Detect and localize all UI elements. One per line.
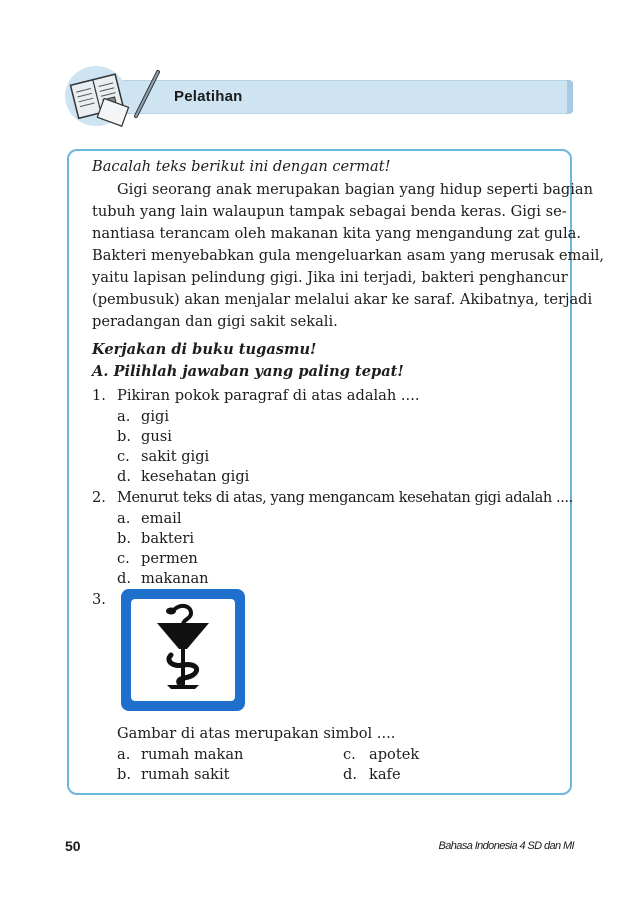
passage-line: Bakteri menyebabkan gula mengeluarkan asam yang merusak email, bbox=[92, 247, 605, 264]
book-title: Bahasa Indonesia 4 SD dan MI bbox=[438, 840, 574, 852]
question-text: Menurut teks di atas, yang mengancam kesehatan gigi adalah .... bbox=[117, 489, 573, 506]
pharmacy-symbol-icon bbox=[121, 589, 245, 711]
option-key: a. bbox=[117, 746, 131, 763]
option-key: a. bbox=[117, 408, 131, 425]
option-key: b. bbox=[117, 766, 131, 783]
option-text: makanan bbox=[141, 570, 209, 587]
section-title: Pelatihan bbox=[174, 88, 243, 105]
option-key: b. bbox=[117, 428, 131, 445]
option-key: d. bbox=[117, 468, 131, 485]
option-text: bakteri bbox=[141, 530, 195, 547]
option-text: kafe bbox=[369, 766, 401, 783]
option-text: rumah makan bbox=[141, 746, 244, 763]
passage-line: nantiasa terancam oleh makanan kita yang mengandung zat gula. bbox=[92, 225, 581, 242]
book-pencil-icon bbox=[62, 60, 166, 130]
question-number: 1. bbox=[92, 387, 106, 404]
option-key: d. bbox=[117, 570, 131, 587]
question-number: 2. bbox=[92, 489, 106, 506]
option-text: permen bbox=[141, 550, 198, 567]
reading-instruction: Bacalah teks berikut ini dengan cermat! bbox=[92, 158, 391, 175]
passage-line: peradangan dan gigi sakit sekali. bbox=[92, 313, 338, 330]
option-key: b. bbox=[117, 530, 131, 547]
option-key: a. bbox=[117, 510, 131, 527]
passage-line: (pembusuk) akan menjalar melalui akar ke saraf. Akibatnya, terjadi bbox=[92, 291, 593, 308]
option-key: c. bbox=[117, 448, 130, 465]
passage-line: Gigi seorang anak merupakan bagian yang hidup seperti bagian bbox=[117, 181, 594, 198]
option-text: sakit gigi bbox=[141, 448, 210, 465]
task-heading: Kerjakan di buku tugasmu! bbox=[92, 341, 317, 358]
option-text: gusi bbox=[141, 428, 172, 445]
option-text: kesehatan gigi bbox=[141, 468, 250, 485]
option-text: apotek bbox=[369, 746, 420, 763]
section-a-heading: A. Pilihlah jawaban yang paling tepat! bbox=[92, 363, 404, 380]
passage-line: yaitu lapisan pelindung gigi. Jika ini terjadi, bakteri penghancur bbox=[92, 269, 568, 286]
option-text: rumah sakit bbox=[141, 766, 230, 783]
option-key: c. bbox=[343, 746, 356, 763]
question-text: Gambar di atas merupakan simbol .... bbox=[117, 725, 396, 742]
option-key: d. bbox=[343, 766, 357, 783]
page-number: 50 bbox=[65, 838, 81, 854]
question-text: Pikiran pokok paragraf di atas adalah .... bbox=[117, 387, 420, 404]
question-number: 3. bbox=[92, 591, 106, 608]
passage-line: tubuh yang lain walaupun tampak sebagai benda keras. Gigi se- bbox=[92, 203, 567, 220]
option-text: email bbox=[141, 510, 182, 527]
option-text: gigi bbox=[141, 408, 170, 425]
option-key: c. bbox=[117, 550, 130, 567]
